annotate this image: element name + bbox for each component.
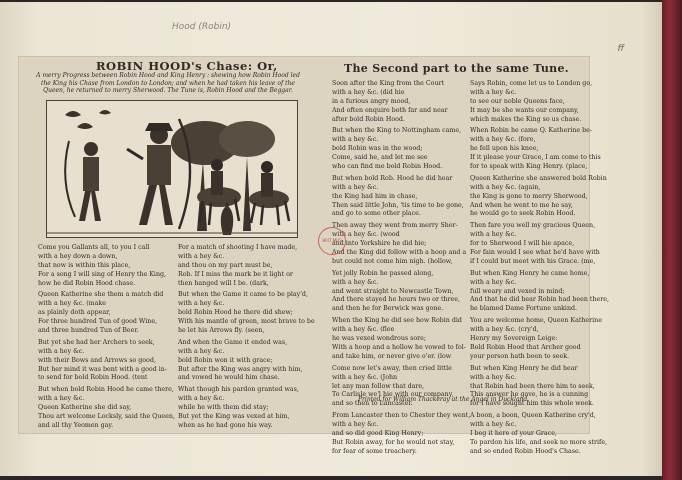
ballad-line: for to speak with King Henry. (place, — [470, 163, 588, 171]
ballad-title: ROBIN HOOD's Chase: Or, — [96, 59, 278, 73]
ballad-line: Rob. If I miss the mark be it light or — [178, 270, 293, 278]
ballad-line: Bold Robin Hood that Archer good — [470, 343, 581, 351]
ballad-line: to send for bold Robin Hood. (tent — [38, 374, 148, 382]
ballad-line: he let his Arrows fly. (seen, — [178, 327, 265, 335]
ballad-line: and so did good King Henry; — [332, 429, 424, 437]
ballad-line: Then said little John, 'tis time to be gone, — [332, 201, 464, 209]
ballad-line: with a hey &c. (fore, — [470, 136, 536, 144]
ballad-line: For three hundred Tun of good Wine, — [38, 318, 158, 326]
ballad-line: with a hey &c. — [178, 252, 225, 260]
ballad-line: and vowed he would him chase. — [178, 374, 280, 382]
ballad-line: For fain would I see what he'd have with — [470, 249, 600, 257]
ballad-line: But after the King was angry with him, — [178, 365, 303, 373]
woodcut-illustration — [46, 100, 298, 238]
ballad-column-1 — [38, 244, 175, 431]
book-page — [0, 2, 668, 476]
ballad-line: and went straight to Newcastle Town, — [332, 287, 454, 295]
ballad-line: who can find me bold Robin Hood. — [332, 163, 443, 171]
ballad-line: From Lancaster then to Chester they went, — [332, 412, 471, 420]
ballad-line: if I could but meet with his Grace. (me, — [470, 257, 596, 265]
ballad-line: When the King he did see how Robin did — [332, 317, 462, 325]
ballad-line: after bold Robin Hood. — [332, 115, 405, 123]
ballad-line: But when bold Robin Hood he came there, — [38, 386, 174, 394]
ballad-line: But Robin away, for he would not stay, — [332, 438, 455, 446]
ballad-line: the King had him in chase, — [332, 192, 418, 200]
ballad-line: But when King Henry he did hear — [470, 364, 578, 372]
ballad-line: with a hey &c. — [470, 278, 517, 286]
ballad-line: with a hey &c. — [470, 231, 517, 239]
ballad-line: With his mantle of green, most brave to be — [178, 318, 315, 326]
ballad-line: If it please your Grace, I am come to this — [470, 154, 601, 162]
ballad-line: with a hey &c. — [332, 183, 379, 191]
ballad-line: your person hath been to seek. — [470, 352, 570, 360]
ballad-line: for to Sherwood I will hie apace, — [470, 240, 575, 248]
ballad-line: This answer he gave, he is a cunning — [470, 391, 589, 399]
book-spine-edge — [662, 0, 682, 480]
ballad-line: Come you Gallants all, to you I call — [38, 244, 150, 251]
ballad-line: with a hey &c. (make — [38, 300, 106, 308]
ballad-line: in a furious angry mood, — [332, 97, 411, 105]
ballad-line: Yet jolly Robin he passed along, — [332, 269, 434, 277]
ballad-line: Then away they went from merry Sher- — [332, 222, 458, 230]
ballad-line: with a hey &c. — [178, 300, 225, 308]
ballad-line: and so then to Lancaster. — [332, 400, 413, 408]
ballad-line: You are welcome home, Queen Katherine — [470, 317, 602, 325]
broadside-sheet — [18, 56, 609, 455]
ballad-line: when as he had gone his way. — [178, 421, 273, 429]
ballad-line: and take him, or never give o'er. (low — [332, 352, 452, 360]
ballad-line: Thou art welcome Locksly, said the Queen, — [38, 413, 175, 421]
ballad-line: and three hundred Tun of Beer. — [38, 327, 139, 335]
ballad-line: he fell upon his knee, — [470, 145, 539, 153]
ballad-line: Soon after the King from the Court — [332, 80, 445, 87]
printer-imprint: Printed for William Thackeray at the Angel in Duckland. — [358, 396, 530, 403]
pencil-annotation: Hood (Robin) — [172, 22, 232, 32]
ballad-line: full weary and vexed in mind; — [470, 287, 565, 295]
ballad-line: with a hey &c. — [332, 421, 379, 429]
ballad-line: and all thy Yeomen gay. — [38, 421, 114, 429]
ballad-line: bold Robin Hood he there did shew; — [178, 309, 294, 317]
ballad-line: and go to some other place. — [332, 210, 421, 218]
second-part-title: The Second part to the same Tune. — [344, 62, 569, 75]
ballad-line: But when bold Rob. Hood he did hear — [332, 174, 453, 182]
ballad-line: for fear of some treachery. — [332, 447, 417, 455]
ballad-line: Come, said he, and let me see — [332, 154, 428, 162]
ballad-line: while he with them did stay; — [178, 404, 269, 412]
ballad-line: with a hey &c. — [38, 395, 85, 403]
ballad-line: he blamed Dame Fortune unkind. — [470, 305, 578, 313]
ballad-line: but could not come him nigh. (hollow, — [332, 257, 453, 265]
ballad-line: bold Robin won it with grace; — [178, 356, 273, 364]
ballad-line: But yet the King was vexed at him, — [178, 413, 290, 421]
ballad-column-2 — [178, 244, 315, 431]
ballad-line: and so ended Robin Hood's Chase. — [470, 447, 581, 455]
ballad-line: and into Yorkshire he did hie; — [332, 240, 427, 248]
ballad-line: with a hey &c. (John — [332, 373, 398, 381]
ballad-line: But when the King to Nottingham came, — [332, 127, 462, 135]
ballad-line: with a hey &c. (wood — [332, 231, 400, 239]
ballad-line: for I have sought him this whole week. — [470, 400, 594, 408]
ballad-line: And the King did follow with a hoop and a — [332, 249, 467, 257]
ballad-line: with a hey &c. (did hie — [332, 88, 405, 96]
ballad-line: But when the Game it came to be play'd, — [178, 291, 308, 299]
ballad-line: Queen Katherine she them a match did — [38, 291, 164, 299]
ballad-line: But when King Henry he came home, — [470, 269, 590, 277]
ballad-line: And when he went to me he say, — [470, 201, 573, 209]
ballad-line: and thou on my part must be, — [178, 261, 273, 269]
ballad-line: A boon, a boon, Queen Katherine cry'd, — [470, 412, 596, 420]
woodcut-drawing — [47, 101, 297, 237]
ballad-line: and then he for Berwick was gone. — [332, 305, 444, 313]
ballad-line: with a hey &c. (again, — [470, 183, 541, 191]
ballad-line: Queen Katherine she did say, — [38, 404, 132, 412]
ballad-line: But yet she had her Archers to seek, — [38, 338, 155, 346]
ballad-line: bold Robin was in the wood; — [332, 145, 423, 153]
ballad-line: that now is within this place, — [38, 261, 131, 269]
ballad-line: To pardon his life, and seek no more strife, — [470, 438, 608, 446]
ballad-line: with a hey &c. — [38, 347, 85, 355]
ballad-line: with a hey &c. — [470, 421, 517, 429]
ballad-line: with a hey &c. — [178, 395, 225, 403]
ballad-line: with their Bows and Arrows so good, — [38, 356, 156, 364]
ballad-line: with a hey &c. (cry'd, — [470, 326, 539, 334]
ballad-line: Henry my Sovereign Leige: — [470, 335, 558, 343]
ballad-line: with a hey down a down, — [38, 252, 118, 260]
ballad-line: he would go to seek Robin Hood. — [470, 210, 576, 218]
ballad-line: With a hoop and a hollow he vowed to fol- — [332, 343, 466, 351]
ballad-line: And when the Game it ended was, — [178, 338, 288, 346]
ballad-line: To Carlisle we'l hie with our company, — [332, 391, 454, 399]
ballad-line: with a hey &c. — [332, 136, 379, 144]
ballad-line: let any man follow that dare, — [332, 382, 425, 390]
ballad-line: with a hey &c. — [332, 278, 379, 286]
ballad-line: For a match of shooting I have made, — [178, 244, 298, 251]
ballad-line: And that he did hear Robin had been there, — [470, 296, 609, 304]
ballad-line: which makes the King so us chase. — [470, 115, 582, 123]
ballad-line: with a hey &c. — [470, 88, 517, 96]
ballad-line: And often enquire both far and near — [332, 106, 448, 114]
ballad-line: how he did Robin Hood chase. — [38, 279, 136, 287]
ballad-line: When Robin he came Q. Katherine be- — [470, 127, 593, 135]
ballad-line: with a hey &c. (flee — [332, 326, 395, 334]
ballad-line: It may be she wants our company, — [470, 106, 579, 114]
ballad-line: to see our noble Queens face, — [470, 97, 565, 105]
ballad-line: Queen Katherine she answered bold Robin — [470, 174, 607, 182]
library-stamp: BRIT MUS — [318, 227, 346, 255]
ballad-line: then hanged will I be. (dark, — [178, 279, 269, 287]
ballad-line: that Robin had been there him to seek, — [470, 382, 595, 390]
ballad-line: Then fare you well my gracious Queen, — [470, 222, 596, 230]
ballad-line: What though his pardon granted was, — [178, 386, 299, 394]
ballad-line: For a song I will sing of Henry the King, — [38, 270, 167, 278]
ballad-line: the King is gone to merry Sherwood, — [470, 192, 588, 200]
ballad-line: Says Robin, come let us to London go, — [470, 80, 593, 87]
ballad-line: Come now let's away, then cried little — [332, 364, 452, 372]
ballad-line: And there stayed he hours two or three, — [332, 296, 461, 304]
ballad-subtitle: A merry Progress between Robin Hood and King Henry : shewing how Robin Hood led the King his Chase from London to London; and when he had taken his leave of the Queen, he returned to merry Sherwood. The Tune is, Robin Hood and the Beggar. — [36, 72, 300, 95]
ballad-line: with a hey &c. — [470, 373, 517, 381]
folio-number: ff — [617, 44, 624, 54]
ballad-line: as plainly doth appear, — [38, 309, 111, 317]
ballad-line: I beg it here of your Grace, — [470, 429, 557, 437]
ballad-line: But her mind it was bent with a good in- — [38, 365, 167, 373]
ballad-line: with a hey &c. — [178, 347, 225, 355]
ballad-line: he was vexed wondrous sore; — [332, 335, 426, 343]
